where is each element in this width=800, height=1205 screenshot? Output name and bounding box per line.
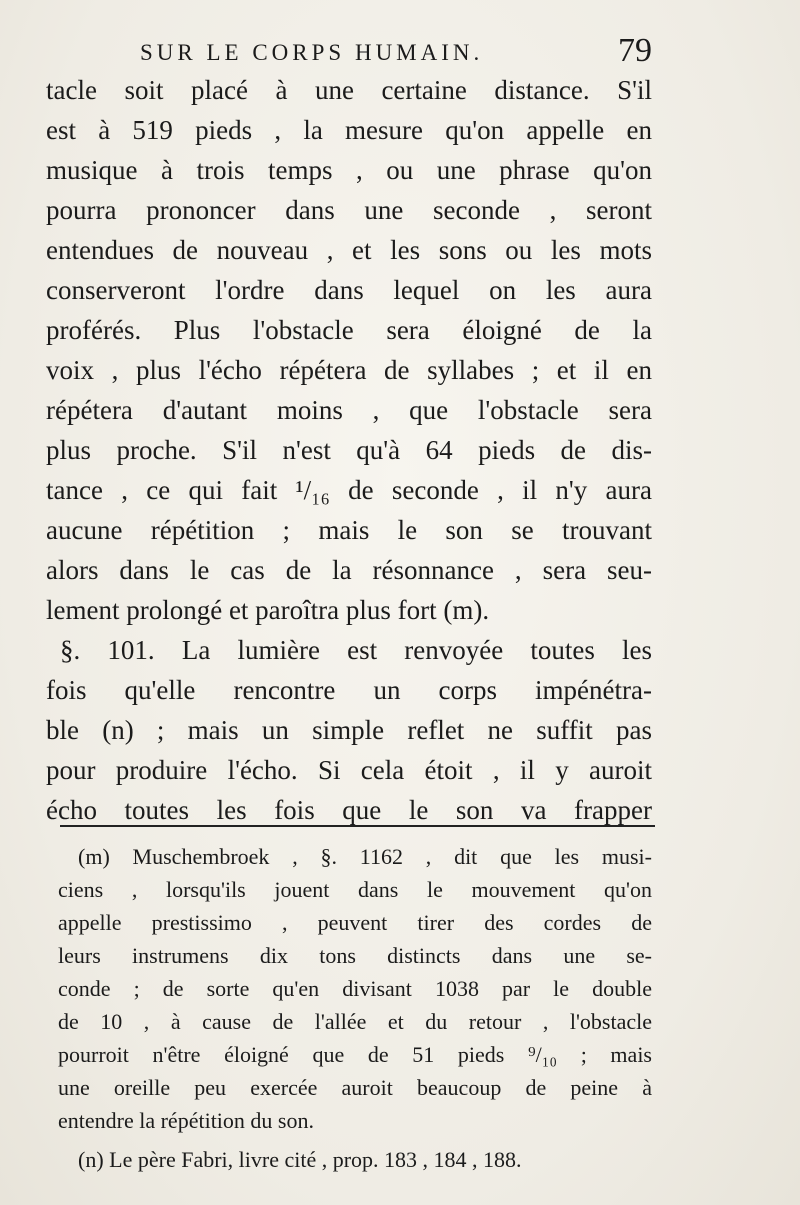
text-line: aucune répétition ; mais le son se trouvant [46,515,652,545]
text-line: pour produire l'écho. Si cela étoit , il y auroit [46,755,652,785]
footnotes [58,840,652,1176]
footnote-line: appelle prestissimo , peuvent tirer des cordes de [58,910,652,935]
text-line: conserveront l'ordre dans lequel on les aura [46,275,652,305]
footnote-line: pourroit n'être éloigné que de 51 pieds ⁹/₁₀ ; mais [58,1042,652,1067]
footnote-line: entendre la répétition du son. [58,1108,314,1133]
text-line: lement prolongé et paroîtra plus fort (m). [46,595,490,625]
footnote-line: conde ; de sorte qu'en divisant 1038 par le double [58,976,652,1001]
text-line: musique à trois temps , ou une phrase qu'on [46,155,652,185]
footnote-line: (n) Le père Fabri, livre cité , prop. 183 , 184 , 188. [78,1147,522,1172]
text-line: entendues de nouveau , et les sons ou les mots [46,235,652,265]
text-line: voix , plus l'écho répétera de syllabes ; et il en [46,355,652,385]
text-line: fois qu'elle rencontre un corps impénétra- [46,675,652,705]
section-start-line: §. 101. La lumière est renvoyée toutes les [60,635,652,665]
footnote-line: de 10 , à cause de l'allée et du retour , l'obstacle [58,1009,652,1034]
running-title: SUR LE CORPS HUMAIN. [140,40,484,65]
main-text [46,70,652,830]
text-line: tance , ce qui fait ¹/₁₆ de seconde , il n'y aura [46,475,652,505]
page-number: 79 [618,32,652,69]
text-line: plus proche. S'il n'est qu'à 64 pieds de dis- [46,435,652,465]
text-line: ble (n) ; mais un simple reflet ne suffit pas [46,715,652,745]
text-line: répétera d'autant moins , que l'obstacle sera [46,395,652,425]
footnote-line: (m) Muschembroek , §. 1162 , dit que les musi- [78,844,652,869]
text-line: proférés. Plus l'obstacle sera éloigné de la [46,315,652,345]
footnote-line: une oreille peu exercée auroit beaucoup de peine à [58,1075,652,1100]
text-line: pourra prononcer dans une seconde , seront [46,195,652,225]
text-line: écho toutes les fois que le son va frapper [46,795,652,825]
running-head [140,30,660,70]
footnote-line: ciens , lorsqu'ils jouent dans le mouvement qu'on [58,877,652,902]
footnote-rule [60,825,655,827]
text-line: tacle soit placé à une certaine distance. S'il [46,75,652,105]
text-line: alors dans le cas de la résonnance , sera seu- [46,555,652,585]
footnote-line: leurs instrumens dix tons distincts dans une se- [58,943,652,968]
text-line: est à 519 pieds , la mesure qu'on appelle en [46,115,652,145]
